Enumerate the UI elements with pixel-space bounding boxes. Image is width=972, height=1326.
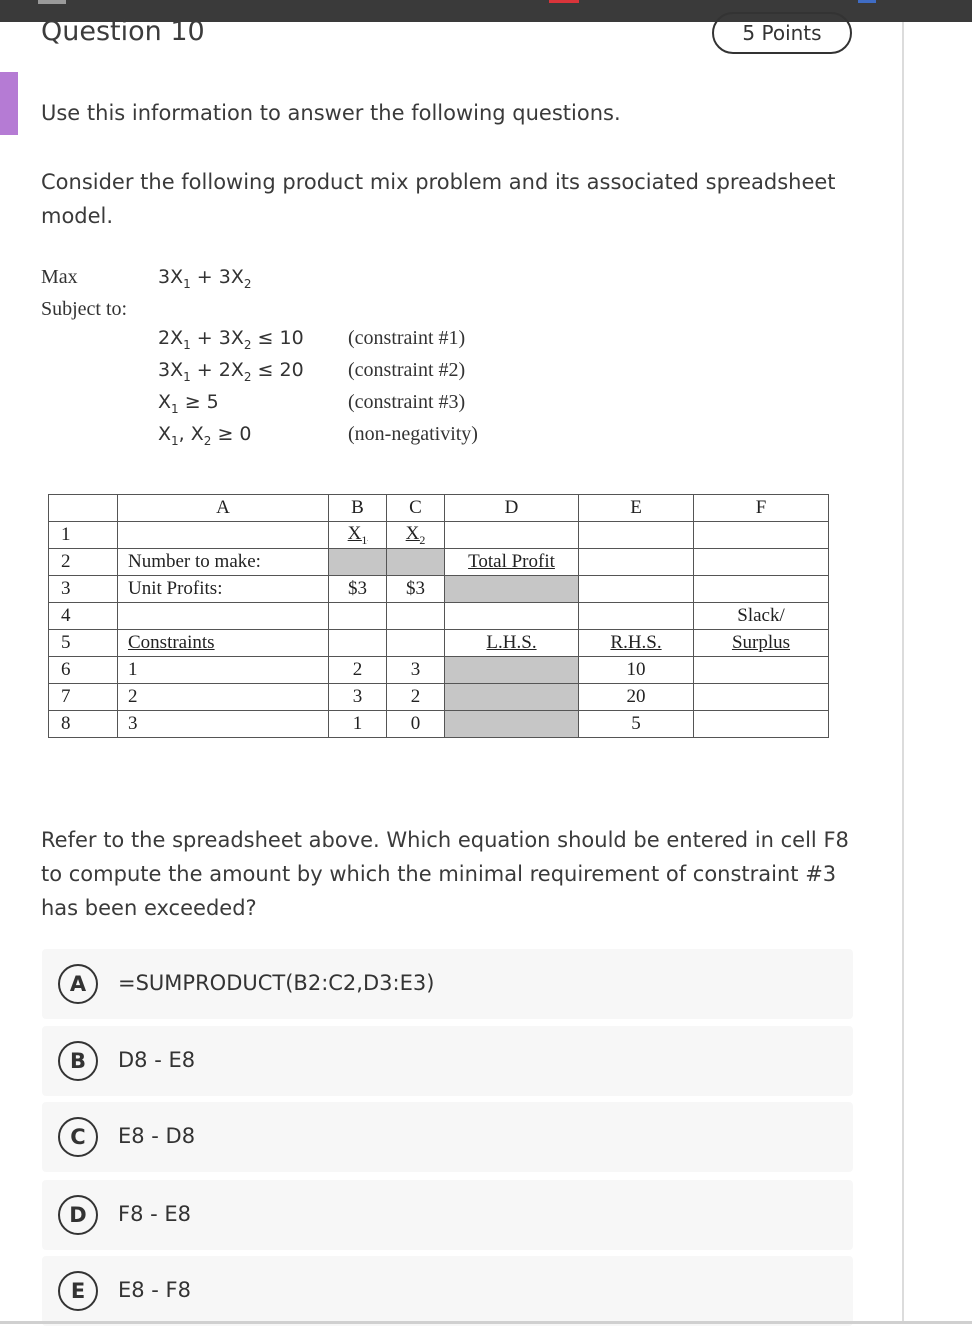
row-number: 8 (49, 711, 118, 738)
subject-to-label: Subject to: (41, 298, 128, 320)
col-header-b: B (329, 495, 387, 522)
col-header-f: F (694, 495, 829, 522)
row-number: 7 (49, 684, 118, 711)
cell-b6: 2 (329, 657, 387, 684)
sheet-row-2 (49, 549, 829, 576)
option-text: E8 - D8 (118, 1124, 196, 1148)
status-indicator (858, 0, 876, 3)
col-header-d: D (445, 495, 579, 522)
cell-e5: R.H.S. (579, 630, 694, 657)
option-text: F8 - E8 (118, 1202, 191, 1226)
cell-e8: 5 (579, 711, 694, 738)
cell-c2 (387, 549, 445, 576)
constraint-3-note: (constraint #3) (348, 391, 466, 413)
cell-a8: 3 (118, 711, 329, 738)
constraint-3-expr: $X_1 \ge 5$ (158, 391, 219, 416)
option-letter: A (58, 964, 98, 1004)
spreadsheet-model (48, 494, 829, 738)
cell-c7: 2 (387, 684, 445, 711)
question-prompt: Refer to the spreadsheet above. Which equation should be entered in cell F8 to compute the amount by which the minimal requirement of constraint #3 has been exceeded? (41, 828, 849, 920)
cell-c8: 0 (387, 711, 445, 738)
cell-a7: 2 (118, 684, 329, 711)
option-text: E8 - F8 (118, 1278, 191, 1302)
cell-d7 (445, 684, 579, 711)
cell-d5: L.H.S. (445, 630, 579, 657)
answer-option-e[interactable] (42, 1256, 853, 1326)
option-letter: B (58, 1041, 98, 1081)
col-header-a: A (118, 495, 329, 522)
objective-function: $3X_1 + 3X_2$ (158, 266, 252, 291)
answer-option-d[interactable] (42, 1180, 853, 1250)
sheet-row-8 (49, 711, 829, 738)
nonnegativity-note: (non-negativity) (348, 423, 478, 445)
answer-option-a[interactable] (42, 949, 853, 1019)
row-number: 6 (49, 657, 118, 684)
cell-b7: 3 (329, 684, 387, 711)
sheet-row-1 (49, 522, 829, 549)
cell-b8: 1 (329, 711, 387, 738)
option-text: =SUMPRODUCT(B2:C2,D3:E3) (118, 971, 435, 995)
points-badge: 5 Points (712, 12, 852, 54)
cell-e6: 10 (579, 657, 694, 684)
menu-icon[interactable] (38, 0, 66, 4)
sheet-row-7 (49, 684, 829, 711)
option-letter: D (58, 1195, 98, 1235)
col-header-c: C (387, 495, 445, 522)
answer-option-c[interactable] (42, 1102, 853, 1172)
cell-a2: Number to make: (118, 549, 329, 576)
constraint-2-note: (constraint #2) (348, 359, 466, 381)
sheet-row-6 (49, 657, 829, 684)
cell-a6: 1 (118, 657, 329, 684)
alert-indicator (549, 0, 579, 3)
cell-a5: Constraints (118, 630, 329, 657)
cell-b1: $X_1$ (329, 522, 387, 549)
current-question-marker (0, 72, 18, 135)
cell-b2 (329, 549, 387, 576)
sheet-header-row (49, 495, 829, 522)
sheet-row-5 (49, 630, 829, 657)
context-text: Consider the following product mix problem and its associated spreadsheet model. (41, 170, 836, 228)
cell-c6: 3 (387, 657, 445, 684)
constraint-1-note: (constraint #1) (348, 327, 466, 349)
constraint-1-expr: $2X_1 + 3X_2 \le 10$ (158, 327, 304, 352)
question-title: Question 10 (41, 16, 205, 47)
cell-f5: Surplus (694, 630, 829, 657)
cell-a3: Unit Profits: (118, 576, 329, 603)
option-letter: C (58, 1117, 98, 1157)
intro-text: Use this information to answer the following questions. (41, 101, 621, 125)
cell-d3 (445, 576, 579, 603)
cell-c3: $3 (387, 576, 445, 603)
option-letter: E (58, 1271, 98, 1311)
row-number: 3 (49, 576, 118, 603)
option-text: D8 - E8 (118, 1048, 196, 1072)
nonnegativity-expr: $X_1$, $X_2 \ge 0$ (158, 423, 252, 448)
answer-option-b[interactable] (42, 1026, 853, 1096)
panel-divider (902, 22, 904, 1324)
cell-d2: Total Profit (445, 549, 579, 576)
row-number: 1 (49, 522, 118, 549)
sheet-row-4 (49, 603, 829, 630)
cell-b3: $3 (329, 576, 387, 603)
cell-f4: Slack/ (694, 603, 829, 630)
cell-c1: $X_2$ (387, 522, 445, 549)
max-label: Max (41, 266, 78, 288)
cell-d6 (445, 657, 579, 684)
col-header-e: E (579, 495, 694, 522)
sheet-row-3 (49, 576, 829, 603)
row-number: 4 (49, 603, 118, 630)
constraint-2-expr: $3X_1 + 2X_2 \le 20$ (158, 359, 304, 384)
row-number: 5 (49, 630, 118, 657)
cell-e7: 20 (579, 684, 694, 711)
row-number: 2 (49, 549, 118, 576)
cell-d8 (445, 711, 579, 738)
